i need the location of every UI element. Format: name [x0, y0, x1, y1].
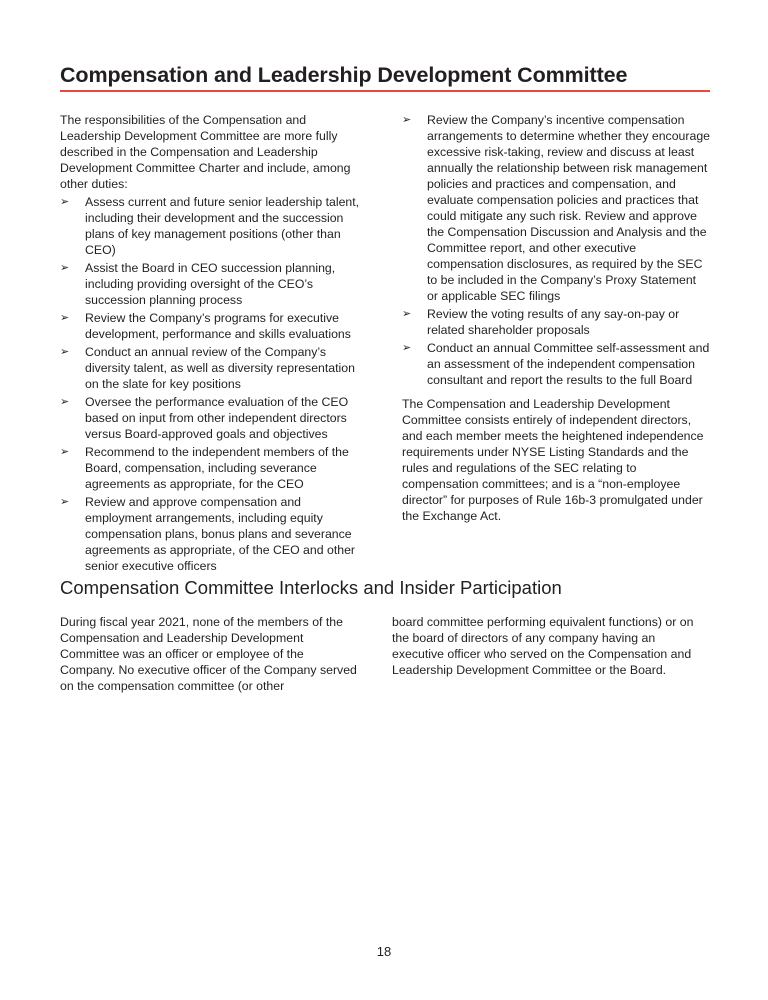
two-column-body [60, 112, 710, 574]
list-item [60, 494, 368, 574]
list-item [60, 194, 368, 258]
list-item [60, 394, 368, 442]
list-item [60, 344, 368, 392]
list-item-text: Review the Company’s programs for executive development, performance and skills evaluations [85, 311, 351, 341]
intro-paragraph: The responsibilities of the Compensation and Leadership Development Committee are more fully described in the Compensation and Leadership Development Committee Charter and include, among other duties: [60, 113, 351, 191]
list-item [402, 112, 710, 304]
arrow-bullet-icon: ➢ [60, 312, 70, 324]
arrow-bullet-icon: ➢ [402, 114, 412, 126]
arrow-bullet-icon: ➢ [402, 308, 412, 320]
list-item [60, 444, 368, 492]
list-item [60, 260, 368, 308]
interlocks-paragraph-right: board committee performing equivalent functions) or on the board of directors of any company having an executive officer who served on the Compensation and Leadership Development Committee or the Board. [392, 615, 694, 677]
document-page [60, 62, 710, 693]
page-number: 18 [376, 944, 392, 959]
list-item-text: Review and approve compensation and employment arrangements, including equity compensation plans, bonus plans and severance agreements as appropriate, of the CEO and other senior executive officers [85, 495, 356, 573]
duties-list-right [402, 112, 710, 388]
list-item [402, 306, 710, 338]
closing-paragraph: The Compensation and Leadership Development Committee consists entirely of independent directors, and each member meets the heightened independence requirements under NYSE Listing Standards and the rules and regulations of the SEC relating to compensation committees; and is a “non-employee director” for purposes of Rule 16b-3 promulgated under the Exchange Act. [402, 397, 704, 523]
right-column [402, 112, 710, 574]
arrow-bullet-icon: ➢ [60, 346, 70, 358]
list-item [60, 310, 368, 342]
arrow-bullet-icon: ➢ [402, 342, 412, 354]
list-item-text: Conduct an annual review of the Company’s diversity talent, as well as diversity representation on the slate for key positions [85, 345, 355, 391]
left-column [60, 112, 368, 574]
list-item-text: Assist the Board in CEO succession planning, including providing oversight of the CEO’s succession planning process [85, 261, 336, 307]
list-item-text: Review the voting results of any say-on-pay or related shareholder proposals [427, 307, 680, 337]
interlocks-paragraph-left: During fiscal year 2021, none of the members of the Compensation and Leadership Development Committee was an officer or employee of the Company. No executive officer of the Company served on the compensation committee (or other [60, 615, 357, 693]
arrow-bullet-icon: ➢ [60, 196, 70, 208]
interlocks-right-column [392, 614, 710, 694]
list-item [402, 340, 710, 388]
duties-list-left [60, 194, 368, 574]
list-item-text: Assess current and future senior leadership talent, including their development and the succession plans of key management positions (other than CEO) [85, 195, 360, 257]
arrow-bullet-icon: ➢ [60, 446, 70, 458]
interlocks-body [60, 614, 710, 694]
arrow-bullet-icon: ➢ [60, 396, 70, 408]
arrow-bullet-icon: ➢ [60, 496, 70, 508]
interlocks-heading: Compensation Committee Interlocks and Insider Participation [60, 577, 562, 598]
section-title: Compensation and Leadership Development Committee [60, 62, 710, 92]
interlocks-left-column [60, 614, 360, 694]
list-item-text: Review the Company’s incentive compensation arrangements to determine whether they encourage excessive risk-taking, review and discuss at least annually the relationship between risk management policies and practices and compensation, and evaluate compensation policies and practices that could mitigate any such risk. Review and approve the Compensation Discussion and Analysis and the Committee report, and other executive compensation disclosures, as required by the SEC to be included in the Company’s Proxy Statement or applicable SEC filings [427, 113, 710, 303]
list-item-text: Oversee the performance evaluation of the CEO based on input from other independent directors versus Board-approved goals and objectives [85, 395, 349, 441]
list-item-text: Recommend to the independent members of the Board, compensation, including severance agreements as appropriate, for the CEO [85, 445, 349, 491]
list-item-text: Conduct an annual Committee self-assessment and an assessment of the independent compensation consultant and report the results to the full Board [427, 341, 710, 387]
arrow-bullet-icon: ➢ [60, 262, 70, 274]
